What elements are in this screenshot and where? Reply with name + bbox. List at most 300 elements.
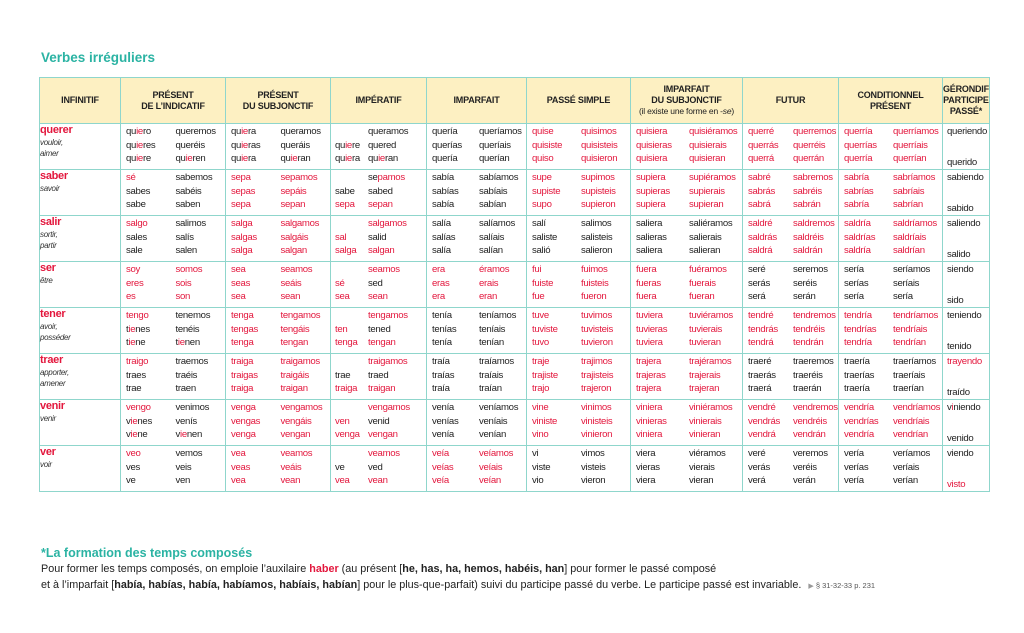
verb-form: venía xyxy=(432,402,454,413)
cell-passe-simple xyxy=(527,170,631,216)
cell-gerondif-participe xyxy=(943,400,990,446)
arrow-right-icon: ▶ xyxy=(808,583,814,590)
verb-form: tuvo xyxy=(532,337,549,348)
verb-form: sepa xyxy=(231,199,251,210)
verb-form: vea xyxy=(335,475,350,486)
verb-form: veía xyxy=(432,448,449,459)
verb-form: vengáis xyxy=(280,415,312,427)
cell-conditionnel xyxy=(839,354,943,400)
verb-form: saldrán xyxy=(793,245,823,256)
verb-form: sabíais xyxy=(479,185,508,197)
verb-form: tuvieran xyxy=(689,337,721,348)
verb-form: viste xyxy=(532,461,551,473)
verb-form: quieran xyxy=(368,153,398,164)
verb-form: salgamos xyxy=(280,218,320,229)
verb-form: sabré xyxy=(748,172,771,183)
verb-form: traigo xyxy=(126,356,149,367)
table-body xyxy=(40,124,990,492)
verb-form: vendré xyxy=(748,402,776,413)
verb-form: querían xyxy=(479,153,510,164)
verb-form: verá xyxy=(748,475,766,486)
gerondif: viniendo xyxy=(947,402,981,413)
gerondif: sabiendo xyxy=(947,172,984,183)
cell-imparfait xyxy=(427,216,527,262)
verb-form: tendrás xyxy=(748,323,778,335)
verb-form: veríamos xyxy=(893,448,931,459)
verb-form: tuviera xyxy=(636,310,663,321)
column-header-futur xyxy=(743,78,839,124)
verb-form: venga xyxy=(335,429,360,440)
verb-form: tenía xyxy=(432,310,452,321)
verb-form: querríais xyxy=(893,139,928,151)
verb-form: salgamos xyxy=(368,218,407,229)
grammar-reference-link[interactable] xyxy=(808,581,875,590)
verb-form: trajeran xyxy=(689,383,720,394)
verb-form: saldrá xyxy=(748,245,773,256)
verb-form: trajerais xyxy=(689,369,721,381)
cell-futur xyxy=(743,354,839,400)
verb-form: querréis xyxy=(793,139,826,151)
cell-present-indicatif xyxy=(121,170,226,216)
column-header-present-indicatif xyxy=(121,78,226,124)
verb-row-salir xyxy=(40,216,990,262)
verb-row-tener xyxy=(40,308,990,354)
verb-form: tendríais xyxy=(893,323,928,335)
verb-form: sabrían xyxy=(893,199,923,210)
verb-form: traigas xyxy=(231,369,258,381)
cell-present-indicatif xyxy=(121,216,226,262)
verb-form: seas xyxy=(231,277,251,289)
verb-form: tuviste xyxy=(532,323,558,335)
column-header-conditionnel-present xyxy=(839,78,943,124)
cell-infinitif xyxy=(40,216,121,262)
verb-form: querré xyxy=(748,126,774,137)
verb-form: seré xyxy=(748,264,766,275)
verb-form: querías xyxy=(432,139,462,151)
infinitive: ver xyxy=(40,446,56,458)
verb-form: sepa xyxy=(335,199,355,210)
verb-form: vengo xyxy=(126,402,151,413)
verb-form: saldríamos xyxy=(893,218,937,229)
cell-present-indicatif xyxy=(121,354,226,400)
infinitive: saber xyxy=(40,170,68,182)
verb-form: tengan xyxy=(368,337,396,348)
verb-form: sabían xyxy=(479,199,507,210)
cell-gerondif-participe xyxy=(943,446,990,492)
verb-form: venían xyxy=(479,429,507,440)
cell-imparfait-subjonctif xyxy=(631,216,743,262)
infinitive: traer xyxy=(40,354,63,366)
translation: voir xyxy=(40,460,52,469)
verb-form: ves xyxy=(126,461,141,473)
verb-form: quiera xyxy=(335,153,360,164)
verb-form: saldría xyxy=(844,218,871,229)
cell-present-indicatif xyxy=(121,400,226,446)
cell-present-subjonctif xyxy=(226,170,331,216)
cell-imperatif xyxy=(331,400,427,446)
verb-form: vería xyxy=(844,475,864,486)
verb-form: querrás xyxy=(748,139,779,151)
verb-form: traeré xyxy=(748,356,772,367)
gerondif: teniendo xyxy=(947,310,982,321)
verb-form: supiera xyxy=(636,172,666,183)
verb-form: salierais xyxy=(689,231,722,243)
verb-form: salieran xyxy=(689,245,721,256)
cell-gerondif-participe xyxy=(943,170,990,216)
verb-form: quieres xyxy=(126,139,156,151)
cell-present-indicatif xyxy=(121,124,226,170)
verb-form: sabes xyxy=(126,185,151,197)
verb-form: vinisteis xyxy=(581,415,613,427)
verb-form: erais xyxy=(479,277,499,289)
cell-imperatif xyxy=(331,170,427,216)
verb-form: tendría xyxy=(844,310,872,321)
participe-passe: querido xyxy=(947,156,977,168)
cell-imperatif xyxy=(331,262,427,308)
translation: aimer xyxy=(40,149,59,158)
cell-futur xyxy=(743,262,839,308)
cell-imparfait-subjonctif xyxy=(631,262,743,308)
verb-form: veréis xyxy=(793,461,817,473)
verb-form: vino xyxy=(532,429,549,440)
verb-form: quisiera xyxy=(636,126,668,137)
verb-form: tendré xyxy=(748,310,774,321)
verb-form: quiero xyxy=(126,126,151,137)
verb-form: vendría xyxy=(844,429,874,440)
verb-form: veníamos xyxy=(479,402,519,413)
verb-form: supieras xyxy=(636,185,670,197)
verb-form: verían xyxy=(893,475,918,486)
header-label: PASSÉ* xyxy=(949,106,983,116)
translation: amener xyxy=(40,379,66,388)
verb-form: saben xyxy=(175,199,201,210)
verb-form: trajo xyxy=(532,383,550,394)
verb-form: sabíamos xyxy=(479,172,519,183)
verb-form: tengo xyxy=(126,310,149,321)
cell-conditionnel xyxy=(839,170,943,216)
verb-form: sabía xyxy=(432,199,454,210)
verb-form: ved xyxy=(368,461,383,473)
note-line-2 xyxy=(41,577,1001,595)
infinitive: querer xyxy=(40,124,73,136)
verb-form: salga xyxy=(335,245,357,256)
verb-form: veía xyxy=(432,475,449,486)
note-text: ] pour former le passé composé xyxy=(564,563,717,575)
verb-form: quiera xyxy=(231,126,256,137)
header-label: FUTUR xyxy=(775,95,806,105)
verb-form: seremos xyxy=(793,264,828,275)
reference-text: § 31-32-33 p. 231 xyxy=(815,581,876,590)
verb-form: querríamos xyxy=(893,126,939,137)
verb-form: traerá xyxy=(748,383,772,394)
verb-form: salíais xyxy=(479,231,505,243)
verb-form: tendrá xyxy=(748,337,774,348)
cell-imparfait-subjonctif xyxy=(631,354,743,400)
infinitive: salir xyxy=(40,216,62,228)
cell-imparfait xyxy=(427,400,527,446)
verb-form: fuimos xyxy=(581,264,608,275)
verb-form: fuera xyxy=(636,291,657,302)
verb-form: vinierais xyxy=(689,415,722,427)
verb-form: traiga xyxy=(335,383,358,394)
verb-form: quieran xyxy=(280,153,311,164)
verb-form: son xyxy=(175,291,191,302)
verb-form: traigamos xyxy=(368,356,408,367)
cell-present-indicatif xyxy=(121,308,226,354)
verb-form: traigan xyxy=(280,383,308,394)
verb-form: traería xyxy=(844,356,870,367)
verb-form: vengas xyxy=(231,415,261,427)
verb-form: sepa xyxy=(231,172,251,183)
verb-form: traías xyxy=(432,369,455,381)
verb-form: traes xyxy=(126,369,146,381)
verb-form: fuiste xyxy=(532,277,554,289)
verb-form: sería xyxy=(893,291,913,302)
cell-present-subjonctif xyxy=(226,124,331,170)
verb-form: vimos xyxy=(581,448,605,459)
cell-infinitif xyxy=(40,170,121,216)
cell-imparfait-subjonctif xyxy=(631,400,743,446)
cell-imparfait xyxy=(427,170,527,216)
verb-form: traía xyxy=(432,383,450,394)
verb-form: tenías xyxy=(432,323,457,335)
verb-form: tendríamos xyxy=(893,310,938,321)
verb-form: traían xyxy=(479,383,502,394)
verb-form: traíamos xyxy=(479,356,514,367)
verb-form: traeríais xyxy=(893,369,925,381)
verb-form: fueras xyxy=(636,277,661,289)
column-header-imparfait xyxy=(427,78,527,124)
header-label: IMPARFAIT xyxy=(663,84,710,94)
translation: sortir, xyxy=(40,230,58,239)
verb-form: querrán xyxy=(793,153,824,164)
verb-form: salga xyxy=(231,218,253,229)
verb-form: seáis xyxy=(280,277,302,289)
verb-form: tuvisteis xyxy=(581,323,613,335)
verb-form: quisiera xyxy=(636,153,668,164)
verb-form: vinieras xyxy=(636,415,667,427)
verb-form: ven xyxy=(335,415,350,427)
cell-infinitif xyxy=(40,354,121,400)
verb-form: venid xyxy=(368,415,390,427)
verb-form: tendremos xyxy=(793,310,836,321)
verb-form: traiga xyxy=(231,383,254,394)
verb-form: vemos xyxy=(175,448,203,459)
verb-form: sabemos xyxy=(175,172,213,183)
verb-form: saldríais xyxy=(893,231,927,243)
verb-form: vean xyxy=(368,475,388,486)
verb-form: tenga xyxy=(231,310,254,321)
verb-form xyxy=(335,171,368,185)
header-label: PRÉSENT xyxy=(152,89,194,100)
cell-present-subjonctif xyxy=(226,308,331,354)
verb-form: seréis xyxy=(793,277,817,289)
verb-form: sabía xyxy=(432,172,454,183)
verb-form: ve xyxy=(335,461,345,473)
translation: partir xyxy=(40,241,57,250)
cell-gerondif-participe xyxy=(943,354,990,400)
cell-present-subjonctif xyxy=(226,262,331,308)
participe-passe: venido xyxy=(947,432,974,444)
verb-form: venías xyxy=(432,415,459,427)
verb-form: supisteis xyxy=(581,185,616,197)
verb-form: viene xyxy=(126,429,148,440)
header-label: DE L’INDICATIF xyxy=(141,100,205,111)
header-note: (il existe une forme en -se) xyxy=(638,106,735,116)
verb-form: sabrás xyxy=(748,185,775,197)
infinitive: tener xyxy=(40,308,66,320)
verb-form: saliste xyxy=(532,231,558,243)
verb-form: traed xyxy=(368,369,389,381)
verb-form: trajimos xyxy=(581,356,613,367)
verb-form: sabías xyxy=(432,185,459,197)
verb-form: tendréis xyxy=(793,323,825,335)
verb-form: saldremos xyxy=(793,218,835,229)
verb-form: queremos xyxy=(175,126,216,137)
cell-imparfait xyxy=(427,124,527,170)
verb-form: salisteis xyxy=(581,231,613,243)
verb-form: veamos xyxy=(280,448,313,459)
verb-form: sería xyxy=(844,291,864,302)
cell-conditionnel xyxy=(839,400,943,446)
verb-form: sed xyxy=(368,277,383,289)
cell-infinitif xyxy=(40,308,121,354)
verb-form: vendríamos xyxy=(893,402,941,413)
verb-form: vinieran xyxy=(689,429,721,440)
verb-row-traer xyxy=(40,354,990,400)
verb-form: era xyxy=(432,291,445,302)
verb-form: vengamos xyxy=(368,402,410,413)
verb-form: sea xyxy=(231,264,246,275)
verb-form: veíais xyxy=(479,461,503,473)
verb-form: vendrían xyxy=(893,429,928,440)
verb-form: tendrán xyxy=(793,337,824,348)
verb-form: sabríais xyxy=(893,185,925,197)
verb-form: salías xyxy=(432,231,456,243)
verb-form: trajeron xyxy=(581,383,612,394)
verb-form: sabréis xyxy=(793,185,822,197)
verb-form: tenga xyxy=(231,337,254,348)
column-header-gerondif-participe xyxy=(943,78,990,124)
verb-form: quería xyxy=(432,153,458,164)
verb-form: viéramos xyxy=(689,448,726,459)
translation: apporter, xyxy=(40,368,69,377)
verb-form: querrá xyxy=(748,153,774,164)
verb-form: trae xyxy=(335,369,351,381)
verb-form: vendrán xyxy=(793,429,826,440)
verb-form: queramos xyxy=(368,126,409,137)
compound-tenses-note xyxy=(41,546,1001,595)
verb-form: sabría xyxy=(844,172,869,183)
header-label: IMPÉRATIF xyxy=(355,95,402,105)
verb-form: sabéis xyxy=(175,185,202,197)
verb-form: trajera xyxy=(636,356,662,367)
verb-form: era xyxy=(432,264,445,275)
verb-form: fuerais xyxy=(689,277,716,289)
verb-form: traeríamos xyxy=(893,356,936,367)
verb-row-ser xyxy=(40,262,990,308)
cell-conditionnel xyxy=(839,216,943,262)
verb-form: seríais xyxy=(893,277,920,289)
verb-form: salen xyxy=(175,245,197,256)
verb-form: ve xyxy=(126,475,136,486)
cell-infinitif xyxy=(40,124,121,170)
verb-form: sabría xyxy=(844,199,869,210)
verb-form: saliera xyxy=(636,218,663,229)
column-header-imperatif xyxy=(331,78,427,124)
verb-form: sepamos xyxy=(280,172,318,183)
note-text: Pour former les temps composés, on emploie l’auxilaire xyxy=(41,563,310,575)
verb-form: traigáis xyxy=(280,369,310,381)
verb-form: queréis xyxy=(175,139,205,151)
cell-passe-simple xyxy=(527,216,631,262)
verb-form: salieron xyxy=(581,245,613,256)
verb-form xyxy=(335,217,368,231)
verb-form: quisimos xyxy=(581,126,617,137)
translation: venir xyxy=(40,414,56,423)
participe-passe: traído xyxy=(947,386,970,398)
verb-form: traería xyxy=(844,383,870,394)
verb-form: sabremos xyxy=(793,172,833,183)
verb-form: querrían xyxy=(893,153,927,164)
verb-form: quered xyxy=(368,139,397,151)
verb-form: sea xyxy=(335,291,350,302)
verb-form: trajéramos xyxy=(689,356,732,367)
verb-form: fuera xyxy=(636,264,657,275)
cell-gerondif-participe xyxy=(943,216,990,262)
verb-form: salgan xyxy=(368,245,395,256)
verb-form: sepan xyxy=(280,199,306,210)
verb-form: verán xyxy=(793,475,816,486)
verb-form: veáis xyxy=(280,461,302,473)
verb-form: quieras xyxy=(231,139,261,151)
verb-form: viera xyxy=(636,448,656,459)
cell-imparfait xyxy=(427,354,527,400)
verb-form: vea xyxy=(231,448,246,459)
verb-form: supiera xyxy=(636,199,666,210)
verb-form: tendrías xyxy=(844,323,877,335)
verb-form: vengamos xyxy=(280,402,323,413)
verb-form: tenía xyxy=(432,337,452,348)
cell-futur xyxy=(743,400,839,446)
verb-form: vendríais xyxy=(893,415,930,427)
verb-form: tuviéramos xyxy=(689,310,733,321)
gerondif: viendo xyxy=(947,448,974,459)
verb-form: tuvimos xyxy=(581,310,612,321)
verb-form: salí xyxy=(532,218,546,229)
verb-row-ver xyxy=(40,446,990,492)
verb-form: saldrás xyxy=(748,231,777,243)
verb-form: venía xyxy=(432,429,454,440)
header-label: PRÉSENT xyxy=(869,100,912,111)
verb-form: quisisteis xyxy=(581,139,618,151)
verb-form: saldría xyxy=(844,245,871,256)
verb-form: salgo xyxy=(126,218,148,229)
verb-form: fueran xyxy=(689,291,715,302)
translation: avoir, xyxy=(40,322,58,331)
translation: être xyxy=(40,276,53,285)
verb-form: tendría xyxy=(844,337,872,348)
cell-infinitif xyxy=(40,446,121,492)
header-label: DU SUBJONCTIF xyxy=(242,100,314,111)
verb-form: supiste xyxy=(532,185,561,197)
verb-form: supo xyxy=(532,199,552,210)
verb-form: verás xyxy=(748,461,770,473)
verb-form: traigamos xyxy=(280,356,320,367)
participe-passe: visto xyxy=(947,478,966,490)
verb-form: traiga xyxy=(231,356,254,367)
verb-form: supimos xyxy=(581,172,615,183)
